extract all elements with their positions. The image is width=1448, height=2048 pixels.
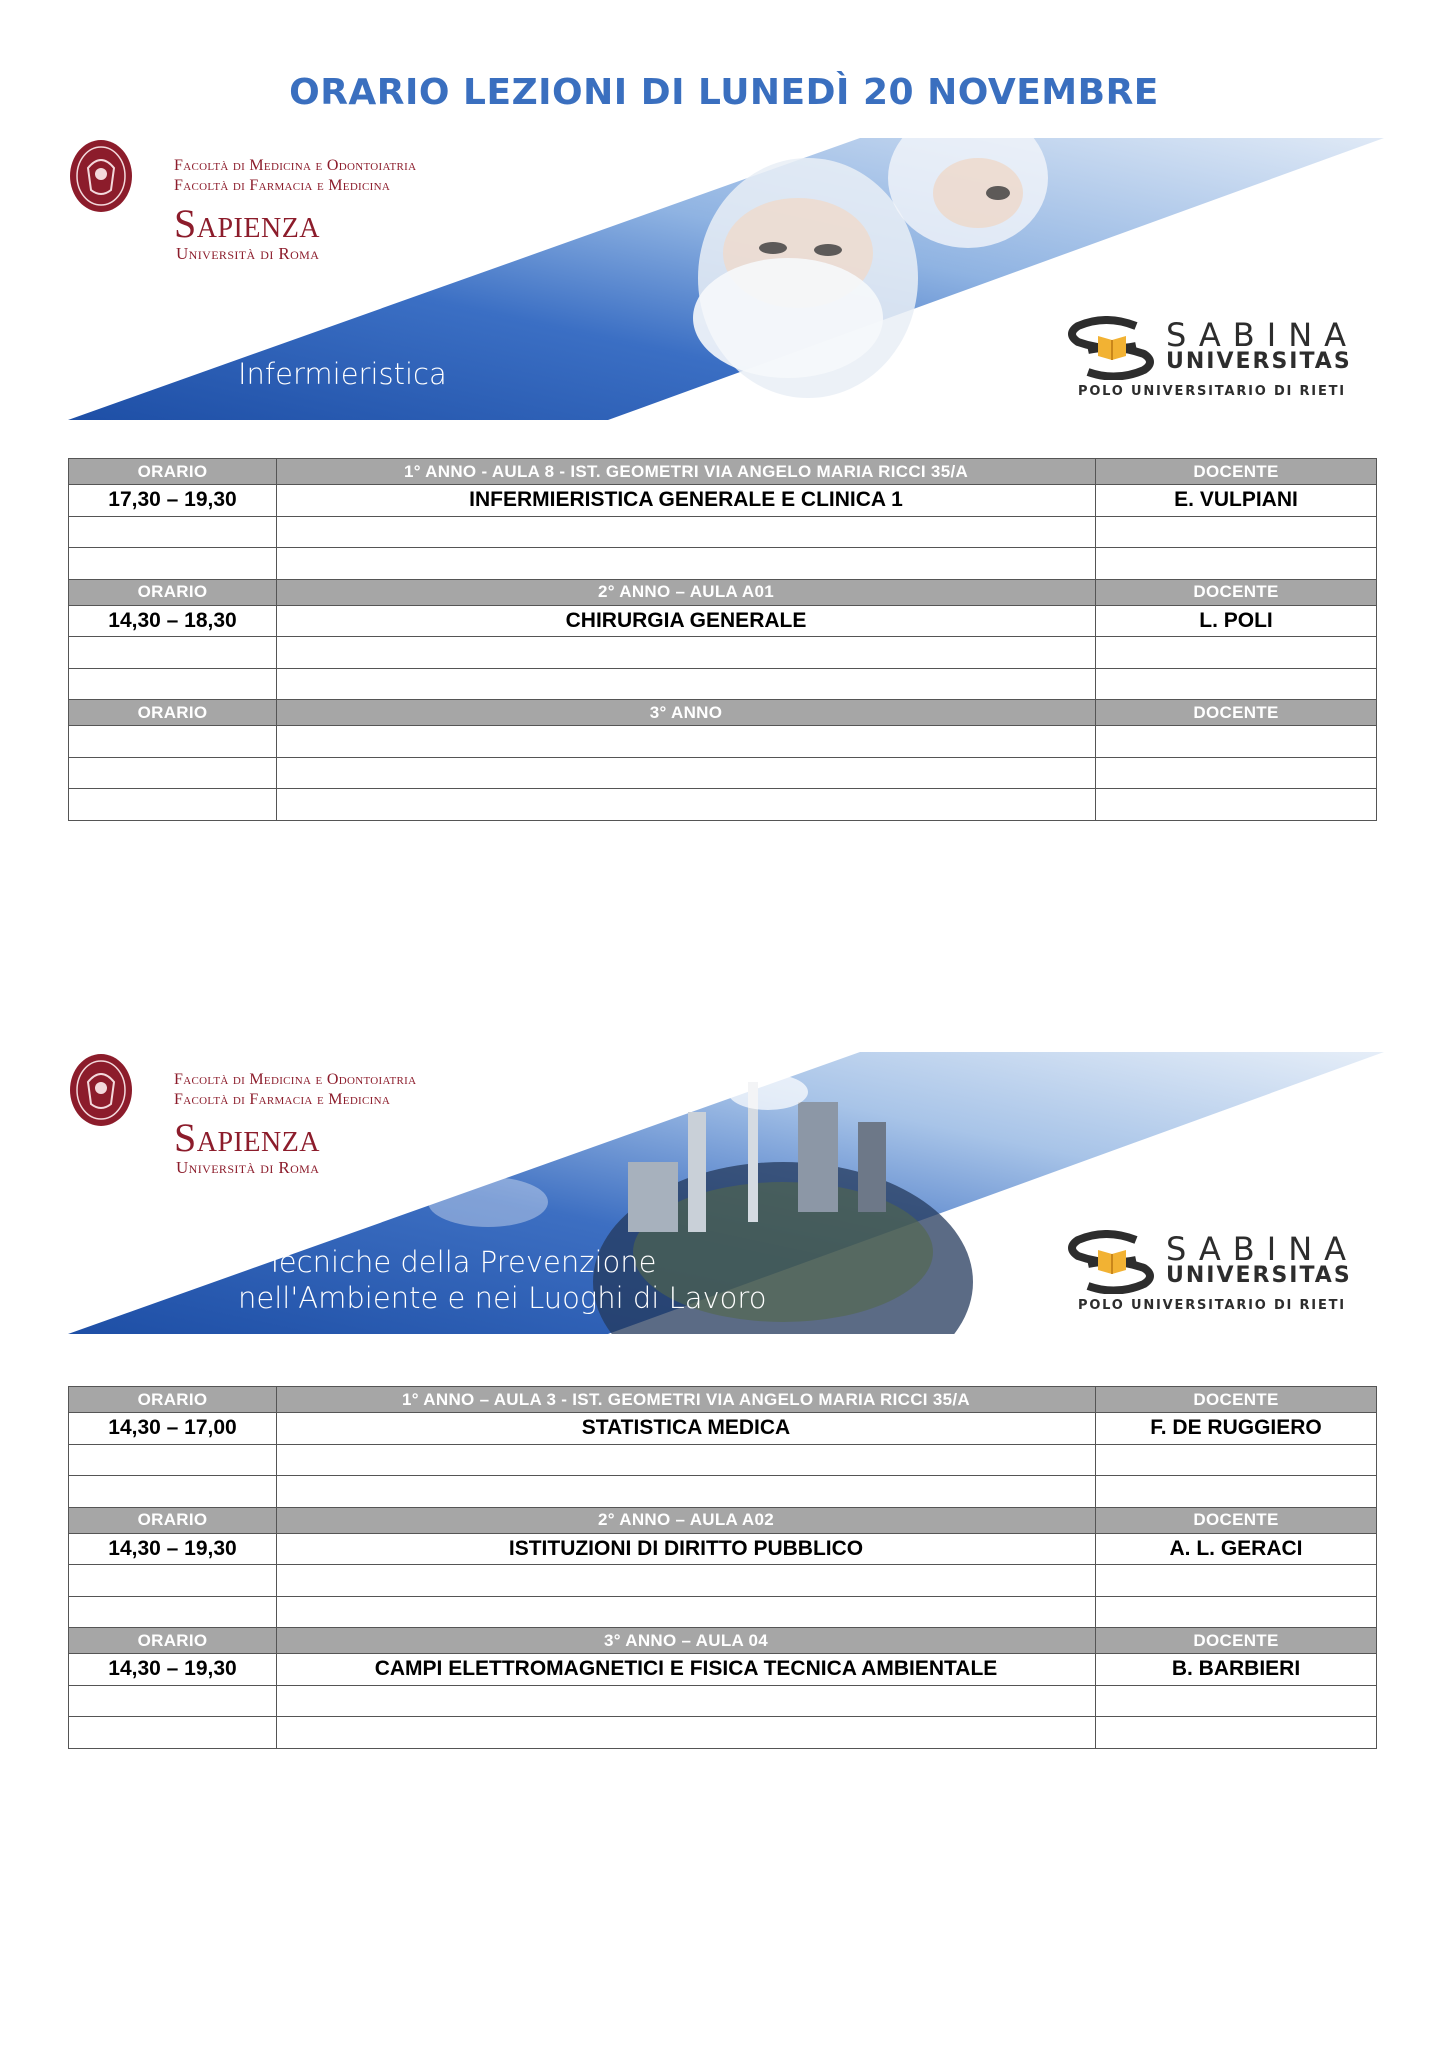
cell-subject: [277, 1717, 1096, 1749]
cell-teacher: B. BARBIERI: [1096, 1654, 1377, 1686]
faculty-line-1: Facoltà di Medicina e Odontoiatria: [174, 157, 417, 174]
banner-infermieristica: [68, 138, 1384, 420]
cell-subject: INFERMIERISTICA GENERALE E CLINICA 1: [277, 485, 1096, 517]
cell-subject: [277, 1596, 1096, 1628]
cell-subject: [277, 668, 1096, 700]
header-docente: DOCENTE: [1096, 700, 1377, 726]
cell-subject: [277, 516, 1096, 548]
sabina-word: SABINA: [1166, 1230, 1359, 1268]
cell-time: [69, 548, 277, 580]
faculty-names: [174, 156, 416, 196]
cell-time: [69, 1444, 277, 1476]
cell-time: 14,30 – 18,30: [69, 605, 277, 637]
course-line-1: Infermieristica: [238, 357, 447, 391]
table-row: [69, 1476, 1377, 1508]
university-name: Sapienza: [174, 201, 321, 246]
cell-time: [69, 1565, 277, 1597]
table-row: [69, 726, 1377, 758]
table-row: [69, 516, 1377, 548]
sabina-book-icon: [1066, 316, 1158, 380]
table-header-row: [69, 459, 1377, 485]
cell-subject: [277, 789, 1096, 821]
cell-subject: CHIRURGIA GENERALE: [277, 605, 1096, 637]
cell-teacher: [1096, 789, 1377, 821]
header-year-room: 1° ANNO – AULA 3 - IST. GEOMETRI VIA ANGELO MARIA RICCI 35/A: [277, 1387, 1096, 1413]
table-row: [69, 668, 1377, 700]
table-row: [69, 605, 1377, 637]
faculty-line-1: Facoltà di Medicina e Odontoiatria: [174, 1071, 417, 1088]
table-row: [69, 485, 1377, 517]
faculty-line-2: Facoltà di Farmacia e Medicina: [174, 1091, 391, 1108]
course-line-2: nell'Ambiente e nei Luoghi di Lavoro: [238, 1281, 767, 1315]
cell-subject: [277, 1565, 1096, 1597]
cell-subject: [277, 637, 1096, 669]
table-header-row: [69, 1507, 1377, 1533]
cell-time: [69, 668, 277, 700]
course-name: [238, 1244, 766, 1316]
cell-teacher: [1096, 668, 1377, 700]
cell-teacher: [1096, 1596, 1377, 1628]
table-row: [69, 1596, 1377, 1628]
polo-rieti: POLO UNIVERSITARIO DI RIETI: [1078, 384, 1346, 399]
cell-subject: [277, 1444, 1096, 1476]
table-row: [69, 1444, 1377, 1476]
cell-subject: CAMPI ELETTROMAGNETICI E FISICA TECNICA AMBIENTALE: [277, 1654, 1096, 1686]
table-header-row: [69, 700, 1377, 726]
cell-teacher: [1096, 726, 1377, 758]
cell-subject: [277, 757, 1096, 789]
header-docente: DOCENTE: [1096, 579, 1377, 605]
cell-subject: [277, 1476, 1096, 1508]
cell-teacher: L. POLI: [1096, 605, 1377, 637]
cell-time: 17,30 – 19,30: [69, 485, 277, 517]
cell-time: [69, 516, 277, 548]
table-row: [69, 1654, 1377, 1686]
cell-time: 14,30 – 19,30: [69, 1533, 277, 1565]
header-orario: ORARIO: [69, 579, 277, 605]
universitas-word: UNIVERSITAS: [1166, 1263, 1352, 1288]
cell-subject: [277, 726, 1096, 758]
schedule-table-prevenzione: [68, 1386, 1377, 1749]
cell-subject: ISTITUZIONI DI DIRITTO PUBBLICO: [277, 1533, 1096, 1565]
cell-subject: STATISTICA MEDICA: [277, 1413, 1096, 1445]
table-header-row: [69, 579, 1377, 605]
header-year-room: 1° ANNO - AULA 8 - IST. GEOMETRI VIA ANGELO MARIA RICCI 35/A: [277, 459, 1096, 485]
sapienza-seal-icon: [68, 1052, 134, 1128]
cell-teacher: [1096, 548, 1377, 580]
course-name: [238, 356, 447, 392]
header-orario: ORARIO: [69, 1628, 277, 1654]
university-subtitle: Università di Roma: [176, 244, 320, 263]
table-header-row: [69, 1387, 1377, 1413]
cell-teacher: [1096, 1685, 1377, 1717]
cell-time: 14,30 – 19,30: [69, 1654, 277, 1686]
table-header-row: [69, 1628, 1377, 1654]
header-orario: ORARIO: [69, 459, 277, 485]
sapienza-seal-icon: [68, 138, 134, 214]
header-year-room: 3° ANNO: [277, 700, 1096, 726]
cell-teacher: [1096, 1565, 1377, 1597]
table-row: [69, 1533, 1377, 1565]
sabina-universitas-logo: [1066, 1230, 1366, 1320]
sabina-universitas-logo: [1066, 316, 1366, 406]
sabina-book-icon: [1066, 1230, 1158, 1294]
cell-teacher: [1096, 516, 1377, 548]
cell-time: [69, 637, 277, 669]
course-line-1: Tecniche della Prevenzione: [266, 1245, 657, 1279]
cell-time: [69, 726, 277, 758]
cell-subject: [277, 548, 1096, 580]
header-docente: DOCENTE: [1096, 1387, 1377, 1413]
cell-teacher: F. DE RUGGIERO: [1096, 1413, 1377, 1445]
cell-teacher: E. VULPIANI: [1096, 485, 1377, 517]
cell-time: [69, 789, 277, 821]
cell-teacher: [1096, 1444, 1377, 1476]
header-docente: DOCENTE: [1096, 459, 1377, 485]
cell-teacher: A. L. GERACI: [1096, 1533, 1377, 1565]
header-docente: DOCENTE: [1096, 1628, 1377, 1654]
cell-subject: [277, 1685, 1096, 1717]
header-year-room: 2° ANNO – AULA A01: [277, 579, 1096, 605]
cell-time: [69, 1717, 277, 1749]
cell-time: [69, 757, 277, 789]
header-year-room: 2° ANNO – AULA A02: [277, 1507, 1096, 1533]
table-row: [69, 1717, 1377, 1749]
table-row: [69, 1413, 1377, 1445]
cell-teacher: [1096, 637, 1377, 669]
table-row: [69, 1565, 1377, 1597]
header-orario: ORARIO: [69, 1507, 277, 1533]
header-year-room: 3° ANNO – AULA 04: [277, 1628, 1096, 1654]
university-name: Sapienza: [174, 1115, 321, 1160]
header-docente: DOCENTE: [1096, 1507, 1377, 1533]
cell-time: [69, 1596, 277, 1628]
table-row: [69, 548, 1377, 580]
cell-teacher: [1096, 757, 1377, 789]
table-row: [69, 1685, 1377, 1717]
table-row: [69, 637, 1377, 669]
university-subtitle: Università di Roma: [176, 1158, 320, 1177]
cell-teacher: [1096, 1476, 1377, 1508]
cell-teacher: [1096, 1717, 1377, 1749]
schedule-table-infermieristica: [68, 458, 1377, 821]
faculty-line-2: Facoltà di Farmacia e Medicina: [174, 177, 391, 194]
banner-prevenzione: [68, 1052, 1384, 1334]
sabina-word: SABINA: [1166, 316, 1359, 354]
polo-rieti: POLO UNIVERSITARIO DI RIETI: [1078, 1298, 1346, 1313]
header-orario: ORARIO: [69, 700, 277, 726]
cell-time: 14,30 – 17,00: [69, 1413, 277, 1445]
cell-time: [69, 1685, 277, 1717]
table-row: [69, 789, 1377, 821]
page-title: ORARIO LEZIONI DI LUNEDÌ 20 NOVEMBRE: [289, 72, 1159, 113]
header-orario: ORARIO: [69, 1387, 277, 1413]
universitas-word: UNIVERSITAS: [1166, 349, 1352, 374]
cell-time: [69, 1476, 277, 1508]
table-row: [69, 757, 1377, 789]
faculty-names: [174, 1070, 416, 1110]
